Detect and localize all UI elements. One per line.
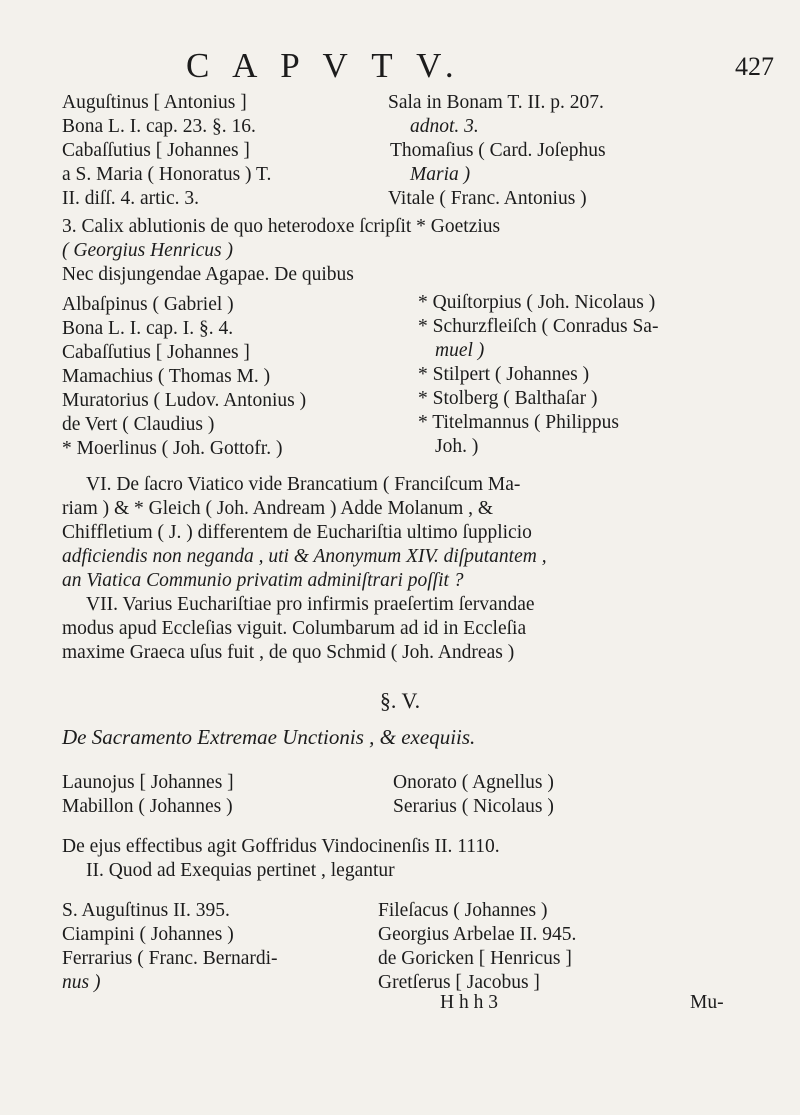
- list-item: Fileſacus ( Johannes ): [378, 900, 548, 921]
- list-item: Mabillon ( Johannes ): [62, 796, 233, 817]
- running-head: C A P V T V.: [186, 46, 462, 85]
- list-item: Auguſtinus [ Antonius ]: [62, 92, 247, 113]
- list-item: Onorato ( Agnellus ): [393, 772, 554, 793]
- text-line: De ejus effectibus agit Goffridus Vindocinenſis II. 1110.: [62, 836, 500, 857]
- text-line: Chiffletium ( J. ) differentem de Euchariſtia ultimo ſupplicio: [62, 522, 532, 543]
- list-item: Joh. ): [435, 436, 479, 457]
- list-item: Serarius ( Nicolaus ): [393, 796, 554, 817]
- list-item: Gretſerus [ Jacobus ]: [378, 972, 540, 993]
- list-item: de Goricken [ Henricus ]: [378, 948, 572, 969]
- list-item: Maria ): [410, 164, 471, 185]
- list-item: * Quiſtorpius ( Joh. Nicolaus ): [418, 292, 656, 313]
- list-item: Bona L. I. cap. 23. §. 16.: [62, 116, 256, 137]
- signature-mark: H h h 3: [440, 992, 498, 1013]
- list-item: adnot. 3.: [410, 116, 479, 137]
- text-line: adficiendis non neganda , uti & Anonymum XIV. diſputantem ,: [62, 546, 547, 567]
- text-line: modus apud Eccleſias viguit. Columbarum ad id in Eccleſia: [62, 618, 527, 639]
- list-item: nus ): [62, 972, 101, 993]
- text-line: an Viatica Communio privatim adminiſtrari poſſit ?: [62, 570, 464, 591]
- list-item: a S. Maria ( Honoratus ) T.: [62, 164, 272, 185]
- list-item: * Schurzfleiſch ( Conradus Sa-: [418, 316, 659, 337]
- list-item: Cabaſſutius [ Johannes ]: [62, 342, 250, 363]
- list-item: Vitale ( Franc. Antonius ): [388, 188, 587, 209]
- paragraph-mark: §. V.: [379, 688, 421, 713]
- catchword: Mu-: [690, 992, 724, 1013]
- list-item: Launojus [ Johannes ]: [62, 772, 234, 793]
- list-item: de Vert ( Claudius ): [62, 414, 215, 435]
- list-item: Ferrarius ( Franc. Bernardi-: [62, 948, 278, 969]
- text-line: maxime Graeca uſus fuit , de quo Schmid ( Joh. Andreas ): [62, 642, 515, 663]
- list-item: Cabaſſutius [ Johannes ]: [62, 140, 250, 161]
- list-item: Georgius Arbelae II. 945.: [378, 924, 577, 945]
- list-item: * Titelmannus ( Philippus: [418, 412, 619, 433]
- list-item: S. Auguſtinus II. 395.: [62, 900, 230, 921]
- list-item: Bona L. I. cap. I. §. 4.: [62, 318, 234, 339]
- list-item: muel ): [435, 340, 485, 361]
- list-item: Ciampini ( Johannes ): [62, 924, 234, 945]
- text-line: VI. De ſacro Viatico vide Brancatium ( Franciſcum Ma-: [86, 474, 521, 495]
- list-item: * Moerlinus ( Joh. Gottofr. ): [62, 438, 283, 459]
- list-item: II. diſſ. 4. artic. 3.: [62, 188, 200, 209]
- section-title: De Sacramento Extremae Unctionis , & exequiis.: [62, 725, 476, 749]
- list-item: Sala in Bonam T. II. p. 207.: [388, 92, 604, 113]
- text-line: ( Georgius Henricus ): [62, 240, 233, 261]
- page-header: [0, 46, 800, 86]
- page-number: 427: [735, 52, 774, 81]
- list-item: Mamachius ( Thomas M. ): [62, 366, 271, 387]
- list-item: * Stilpert ( Johannes ): [418, 364, 590, 385]
- text-line: riam ) & * Gleich ( Joh. Andream ) Adde Molanum , &: [62, 498, 494, 519]
- text-line: II. Quod ad Exequias pertinet , legantur: [86, 860, 395, 881]
- list-item: Muratorius ( Ludov. Antonius ): [62, 390, 307, 411]
- list-item: Albaſpinus ( Gabriel ): [62, 294, 234, 315]
- text-line: Nec disjungendae Agapae. De quibus: [62, 264, 354, 285]
- text-line: VII. Varius Euchariſtiae pro infirmis praeſertim ſervandae: [86, 594, 535, 615]
- list-item: * Stolberg ( Balthaſar ): [418, 388, 598, 409]
- list-item: Thomaſius ( Card. Joſephus: [390, 140, 606, 161]
- text-line: 3. Calix ablutionis de quo heterodoxe ſcripſit * Goetzius: [62, 216, 501, 237]
